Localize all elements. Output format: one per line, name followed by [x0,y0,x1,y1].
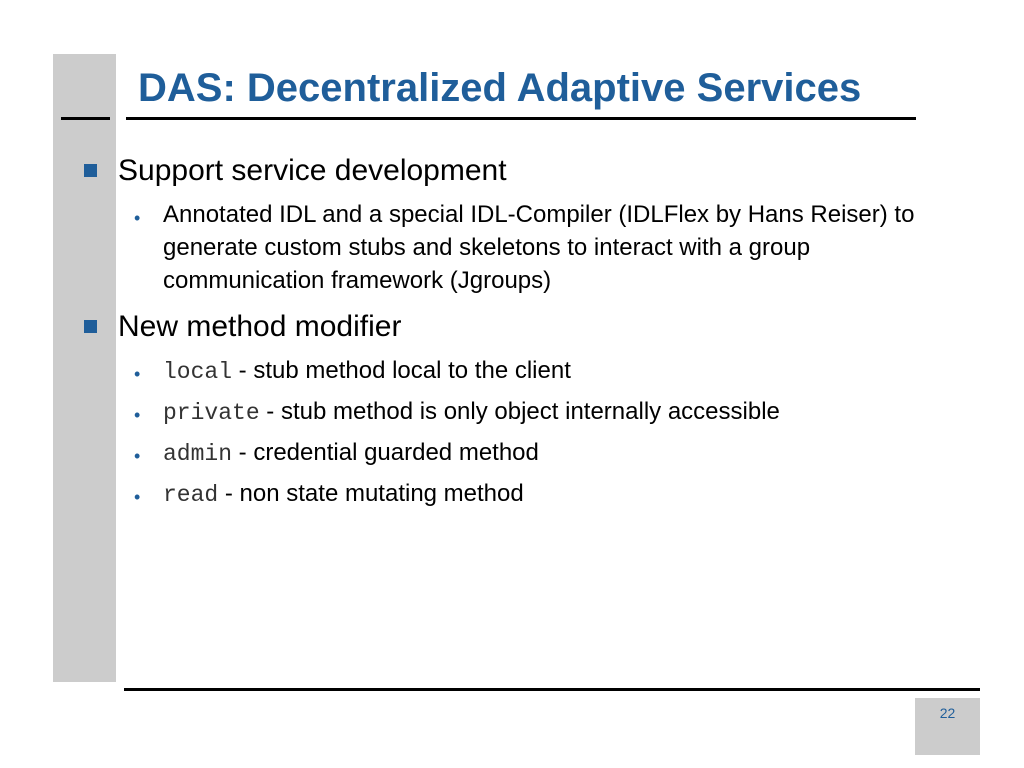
bullet-support-service-development: Support service development [118,154,507,187]
dot-bullet-icon: • [134,446,141,466]
modifier-description: - credential guarded method [232,439,539,466]
title-rule-left [61,117,110,120]
page-number: 22 [939,705,956,721]
modifier-code: admin [163,441,233,467]
subbullet-private [163,395,780,430]
bottom-rule [124,688,980,691]
dot-bullet-icon: • [134,208,141,228]
modifier-description: - stub method is only object internally accessible [259,398,780,425]
modifier-code: local [163,359,233,385]
dot-bullet-icon: • [134,405,141,425]
modifier-description: - non state mutating method [218,480,524,507]
modifier-code: private [163,400,260,426]
subbullet-read [163,477,524,512]
square-bullet-icon [84,164,97,177]
title-rule [126,117,916,120]
modifier-code: read [163,482,219,508]
subbullet-admin [163,436,539,471]
dot-bullet-icon: • [134,487,141,507]
dot-bullet-icon: • [134,364,141,384]
side-bar [53,54,116,682]
slide-title: DAS: Decentralized Adaptive Services [138,66,862,110]
subbullet-local [163,354,571,389]
bullet-new-method-modifier: New method modifier [118,310,402,343]
modifier-description: - stub method local to the client [232,357,571,384]
square-bullet-icon [84,320,97,333]
subbullet-annotated-idl: Annotated IDL and a special IDL-Compiler (IDLFlex by Hans Reiser) to generate custom stubs and skeletons to interact with a group communication framework (Jgroups) [163,201,915,294]
